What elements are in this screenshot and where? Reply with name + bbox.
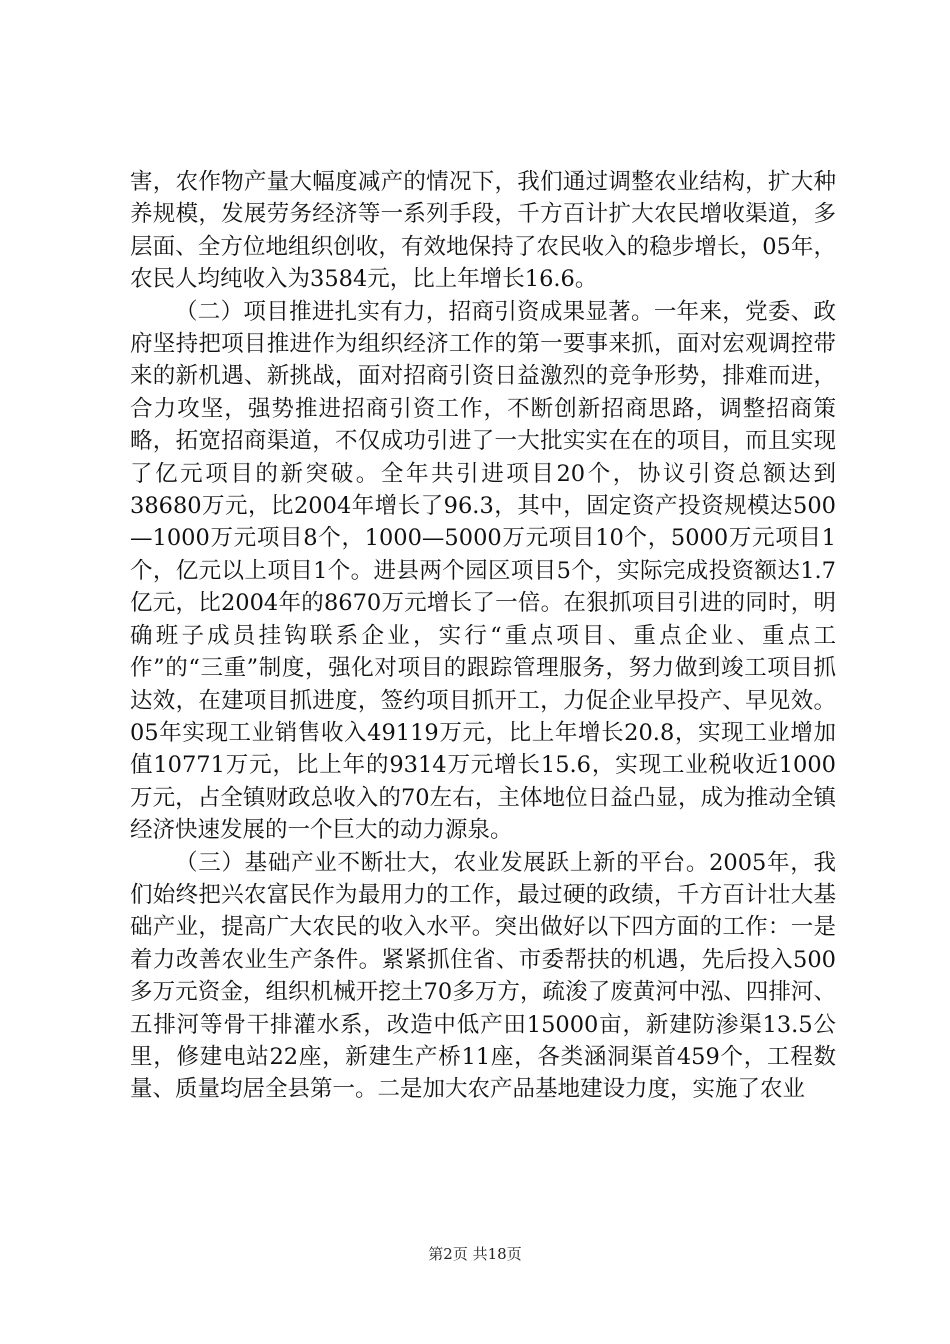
paragraph-2: （二）项目推进扎实有力，招商引资成果显著。一年来，党委、政府坚持把项目推进作为组织经济工作的第一要事来抓，面对宏观调控带来的新机遇、新挑战，面对招商引资日益激烈的竞争形势，排难而进，合力攻坚，强势推进招商引资工作，不断创新招商思路，调整招商策略，拓宽招商渠道，不仅成功引进了一大批实实在在的项目，而且实现了亿元项目的新突破。全年共引进项目20个，协议引资总额达到38680万元，比2004年增长了96.3，其中，固定资产投资规模达500—1000万元项目8个，1000—5000万元项目10个，5000万元项目1个，亿元以上项目1个。进县两个园区项目5个，实际完成投资额达1.7亿元，比2004年的8670万元增长了一倍。在狠抓项目引进的同时，明确班子成员挂钩联系企业，实行“重点项目、重点企业、重点工作”的“三重”制度，强化对项目的跟踪管理服务，努力做到竣工项目抓达效，在建项目抓进度，签约项目抓开工，力促企业早投产、早见效。05年实现工业销售收入49119万元，比上年增长20.8，实现工业增加值10771万元，比上年的9314万元增长15.6，实现工业税收近1000万元，占全镇财政总收入的70左右，主体地位日益凸显，成为推动全镇经济快速发展的一个巨大的动力源泉。	[130, 298, 836, 844]
body-text	[130, 166, 836, 1106]
paragraph-1: 害，农作物产量大幅度减产的情况下，我们通过调整农业结构，扩大种养规模，发展劳务经济等一系列手段，千方百计扩大农民增收渠道，多层面、全方位地组织创收，有效地保持了农民收入的稳步增长，05年，农民人均纯收入为3584元，比上年增长16.6。	[130, 169, 836, 293]
paragraph-3: （三）基础产业不断壮大，农业发展跃上新的平台。2005年，我们始终把兴农富民作为最用力的工作，最过硬的政绩，千方百计壮大基础产业，提高广大农民的收入水平。突出做好以下四方面的工作：一是着力改善农业生产条件。紧紧抓住省、市委帮扶的机遇，先后投入500多万元资金，组织机械开挖土70多万方，疏浚了废黄河中泓、四排河、五排河等骨干排灌水系，改造中低产田15000亩，新建防渗渠13.5公里，修建电站22座，新建生产桥11座，各类涵洞渠首459个，工程数量、质量均居全县第一。二是加大农产品基地建设力度，实施了农业	[130, 849, 836, 1103]
page-footer: 第2页 共18页	[428, 1245, 522, 1263]
